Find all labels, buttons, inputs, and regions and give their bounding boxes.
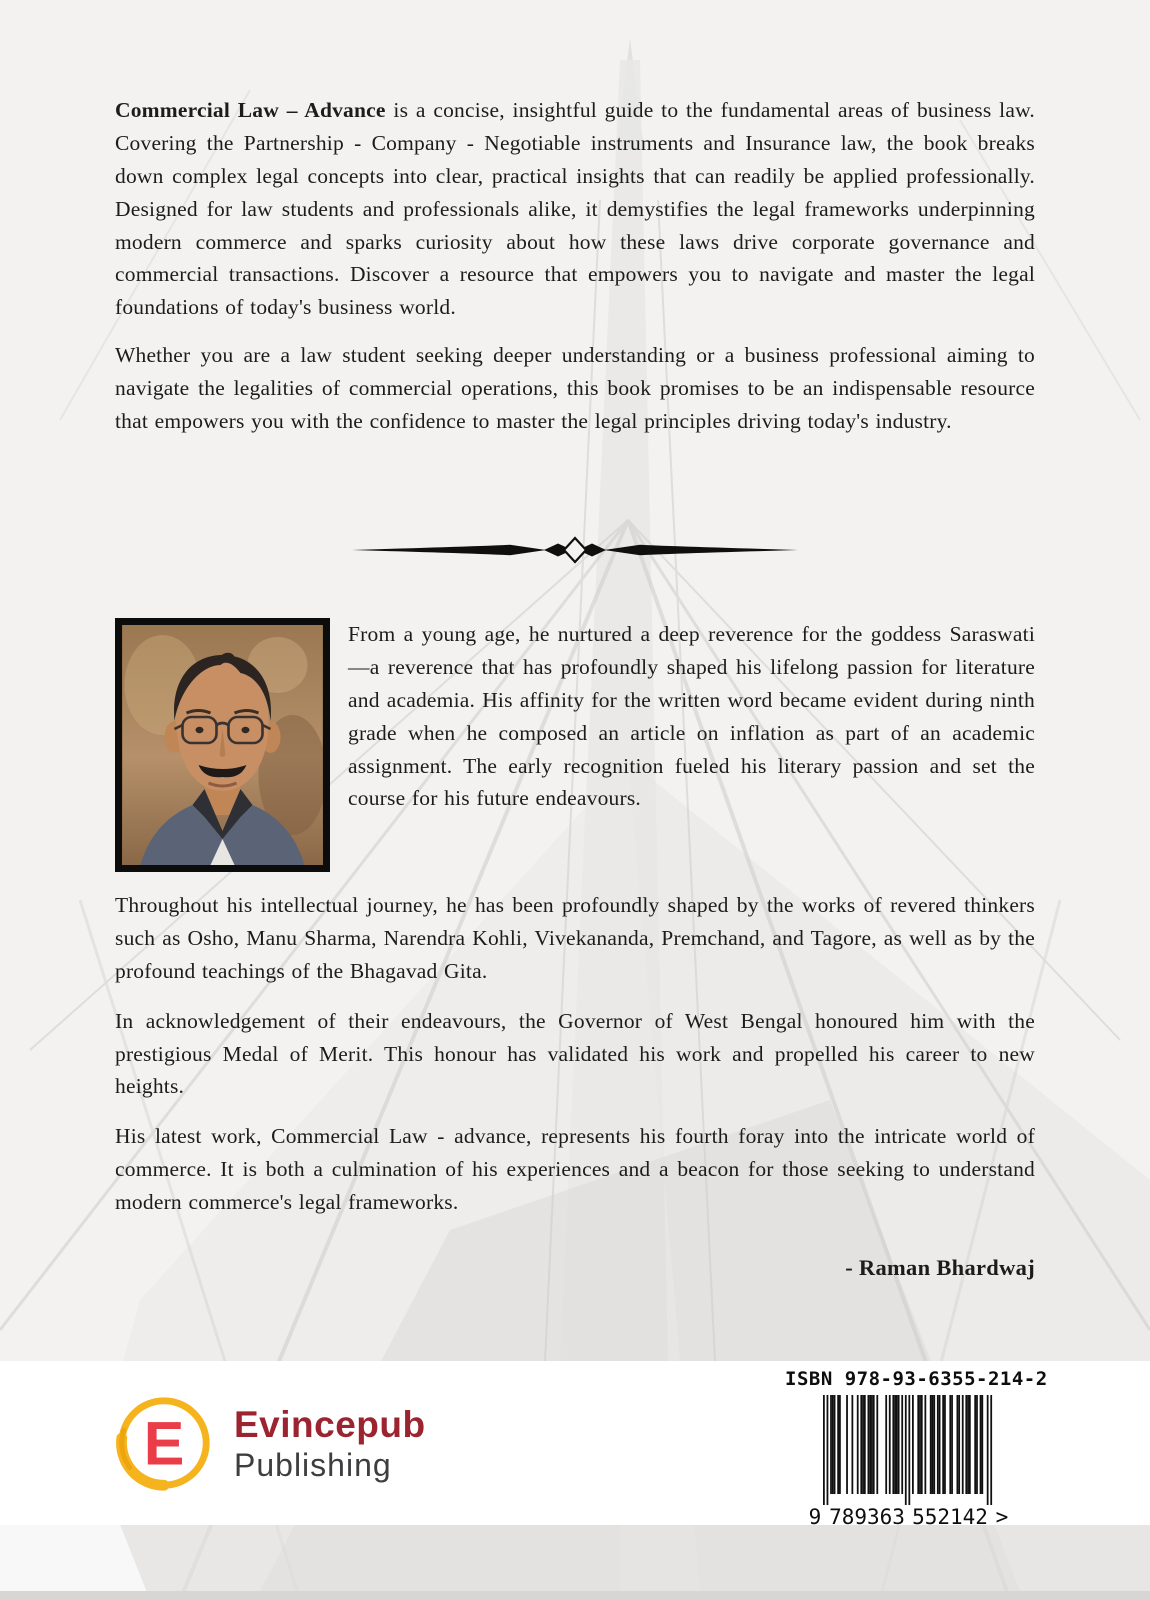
isbn-label: ISBN 978-93-6355-214-2 — [785, 1368, 1048, 1390]
divider-ornament-icon — [350, 536, 800, 564]
publisher-name-block — [234, 1403, 426, 1483]
author-attribution: - Raman Bhardwaj — [845, 1255, 1035, 1281]
barcode-digit-group-1: 789363 — [829, 1505, 905, 1527]
author-portrait-illustration — [122, 625, 323, 865]
author-bio-paragraph-4: His latest work, Commercial Law - advance, represents his fourth foray into the intricate world of commerce. It is both a culmination of his experiences and a beacon for those seeking to understand modern commerce's legal frameworks. — [115, 1124, 1035, 1215]
ornamental-divider — [0, 536, 1150, 569]
synopsis-text-1: is a concise, insightful guide to the fundamental areas of business law. Covering the Partnership - Company - Negotiable instruments and Insurance law, the book breaks down complex legal concepts into clear, practical insights that can readily be applied professionally. Designed for law students and professionals alike, it demystifies the legal frameworks underpinning modern commerce and sparks curiosity about how these laws drive corporate governance and commercial transactions. Discover a resource that empowers you to navigate and master the legal foundations of today's business world. — [115, 98, 1035, 320]
author-photo-row — [115, 618, 1035, 872]
synopsis-paragraph-2: Whether you are a law student seeking deeper understanding or a business professional aiming to navigate the legalities of commercial operations, this book promises to be an indispensable resource that empowers you with the confidence to master the legal principles driving today's industry. — [115, 343, 1035, 434]
author-bio-paragraph-2: Throughout his intellectual journey, he has been profoundly shaped by the works of revered thinkers such as Osho, Manu Sharma, Narendra Kohli, Vivekananda, Premchand, and Tagore, as well as by the profound teachings of the Bhagavad Gita. — [115, 893, 1035, 983]
isbn-block — [785, 1368, 1048, 1527]
author-bio-paragraph-3: In acknowledgement of their endeavours, the Governor of West Bengal honoured him with the prestigious Medal of Merit. This honour has validated his work and propelled his career to new heights. — [115, 1008, 1035, 1099]
barcode-lead-digit: 9 — [809, 1505, 822, 1527]
publisher-logo-letter: E — [143, 1409, 185, 1478]
barcode-trailing-mark: > — [995, 1505, 1009, 1527]
publisher-logo-circle-icon — [110, 1389, 218, 1497]
publisher-name-top: Evincepub — [234, 1403, 426, 1445]
author-section — [115, 618, 1035, 1281]
barcode-digit-group-2: 552142 — [912, 1505, 988, 1527]
author-bio-paragraph-1: From a young age, he nurtured a deep reverence for the goddess Saraswati—a reverence that has profoundly shaped his lifelong passion for literature and academia. His affinity for the written word became evident during ninth grade when he composed an article on inflation as part of an academic assignment. The early recognition fueled his literary passion and set the course for his future endeavours. — [348, 622, 1035, 811]
synopsis-paragraph-1 — [115, 94, 1035, 324]
ean13-barcode — [809, 1395, 1017, 1527]
barcode-bars — [823, 1395, 992, 1505]
book-title-lead: Commercial Law – Advance — [115, 98, 386, 122]
publisher-logo — [110, 1389, 426, 1497]
synopsis-section — [115, 94, 1035, 453]
publisher-name-bottom: Publishing — [234, 1446, 392, 1483]
publisher-band — [0, 1361, 1150, 1525]
author-photo — [115, 618, 330, 872]
divider-diamond-icon — [564, 538, 586, 562]
